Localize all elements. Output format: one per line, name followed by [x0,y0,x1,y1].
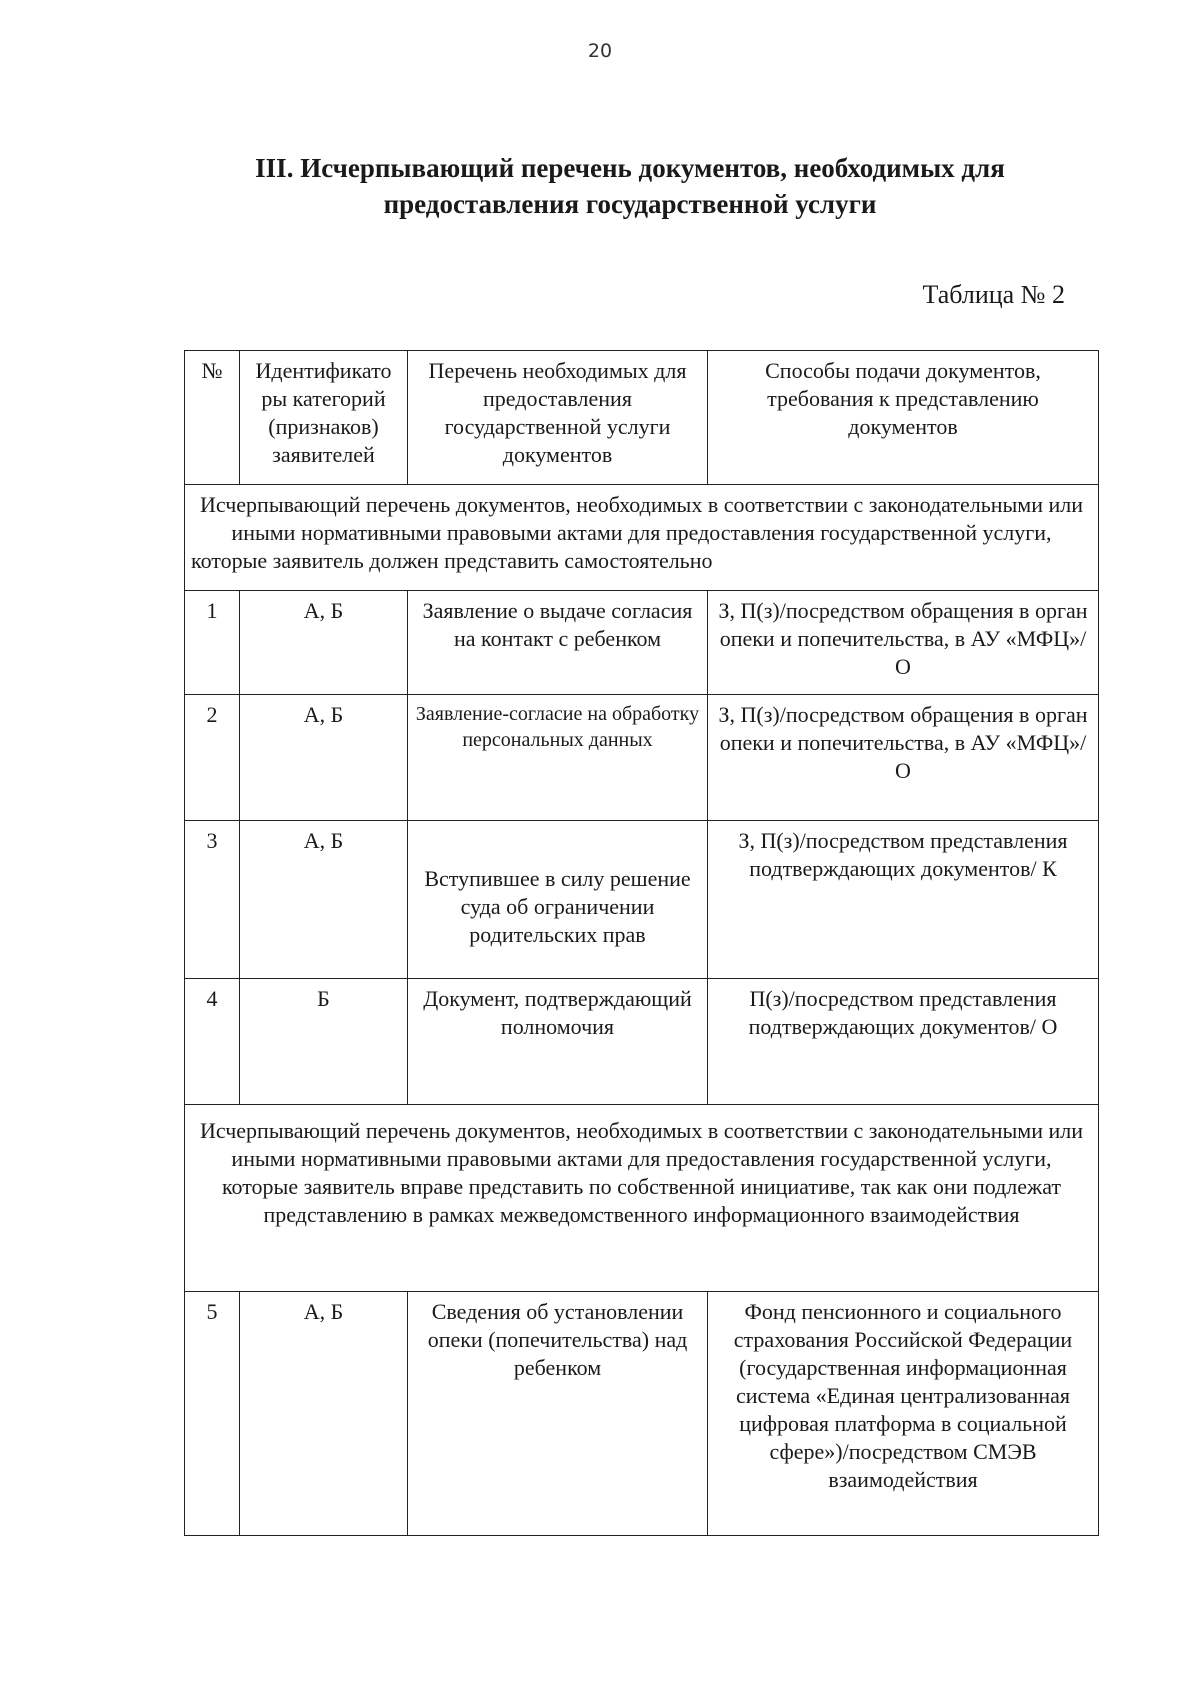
section-title-line-2: предоставления государственной услуги [383,189,877,219]
row-applicant-categories: А, Б [240,821,408,979]
row-document: Сведения об установлении опеки (попечительства) над ребенком [408,1292,708,1536]
section-title [200,150,1060,222]
row-number: 1 [185,591,240,695]
row-document: Документ, подтверждающий полномочия [408,979,708,1105]
row-applicant-categories: Б [240,979,408,1105]
row-document: Заявление о выдаче согласия на контакт с ребенком [408,591,708,695]
row-submission-methods: Фонд пенсионного и социального страхования Российской Федерации (государственная информационная система «Единая централизованная цифровая платформа в социальной сфере»)/посредством СМЭВ взаимодействия [708,1292,1099,1536]
row-applicant-categories: А, Б [240,1292,408,1536]
row-document: Заявление-согласие на обработку персональных данных [408,695,708,821]
table-row [185,1292,1099,1536]
header-submission-methods: Способы подачи документов, требования к представлению документов [708,351,1099,485]
row-number: 3 [185,821,240,979]
table-row [185,695,1099,821]
section-title-line-1: III. Исчерпывающий перечень документов, необходимых для [255,153,1005,183]
section-heading-optional: Исчерпывающий перечень документов, необходимых в соответствии с законодательными или иными нормативными правовыми актами для предоставления государственной услуги, которые заявитель вправе представить по собственной инициативе, так как они подлежат представлению в рамках межведомственного информационного взаимодействия [185,1105,1099,1292]
row-submission-methods: З, П(з)/посредством обращения в орган опеки и попечительства, в АУ «МФЦ»/ О [708,591,1099,695]
documents-table [184,350,1099,1536]
row-number: 2 [185,695,240,821]
row-applicant-categories: А, Б [240,591,408,695]
section-heading-row [185,485,1099,591]
page-number: 20 [587,40,613,62]
section-heading-mandatory: Исчерпывающий перечень документов, необходимых в соответствии с законодательными или иными нормативными правовыми актами для предоставления государственной услуги, которые заявитель должен представить самостоятельно [185,485,1099,591]
row-submission-methods: П(з)/посредством представления подтверждающих документов/ О [708,979,1099,1105]
table-row [185,821,1099,979]
row-number: 4 [185,979,240,1105]
table-row [185,591,1099,695]
table-label: Таблица № 2 [922,280,1065,309]
row-submission-methods: З, П(з)/посредством представления подтверждающих документов/ К [708,821,1099,979]
row-number: 5 [185,1292,240,1536]
header-document-list: Перечень необходимых для предоставления государственной услуги документов [408,351,708,485]
row-submission-methods: З, П(з)/посредством обращения в орган опеки и попечительства, в АУ «МФЦ»/ О [708,695,1099,821]
row-document: Вступившее в силу решение суда об ограничении родительских прав [408,821,708,979]
table-row [185,979,1099,1105]
header-applicant-categories: Идентификато ры категорий (признаков) заявителей [240,351,408,485]
header-number: № [185,351,240,485]
row-applicant-categories: А, Б [240,695,408,821]
section-heading-row [185,1105,1099,1292]
table-header-row [185,351,1099,485]
